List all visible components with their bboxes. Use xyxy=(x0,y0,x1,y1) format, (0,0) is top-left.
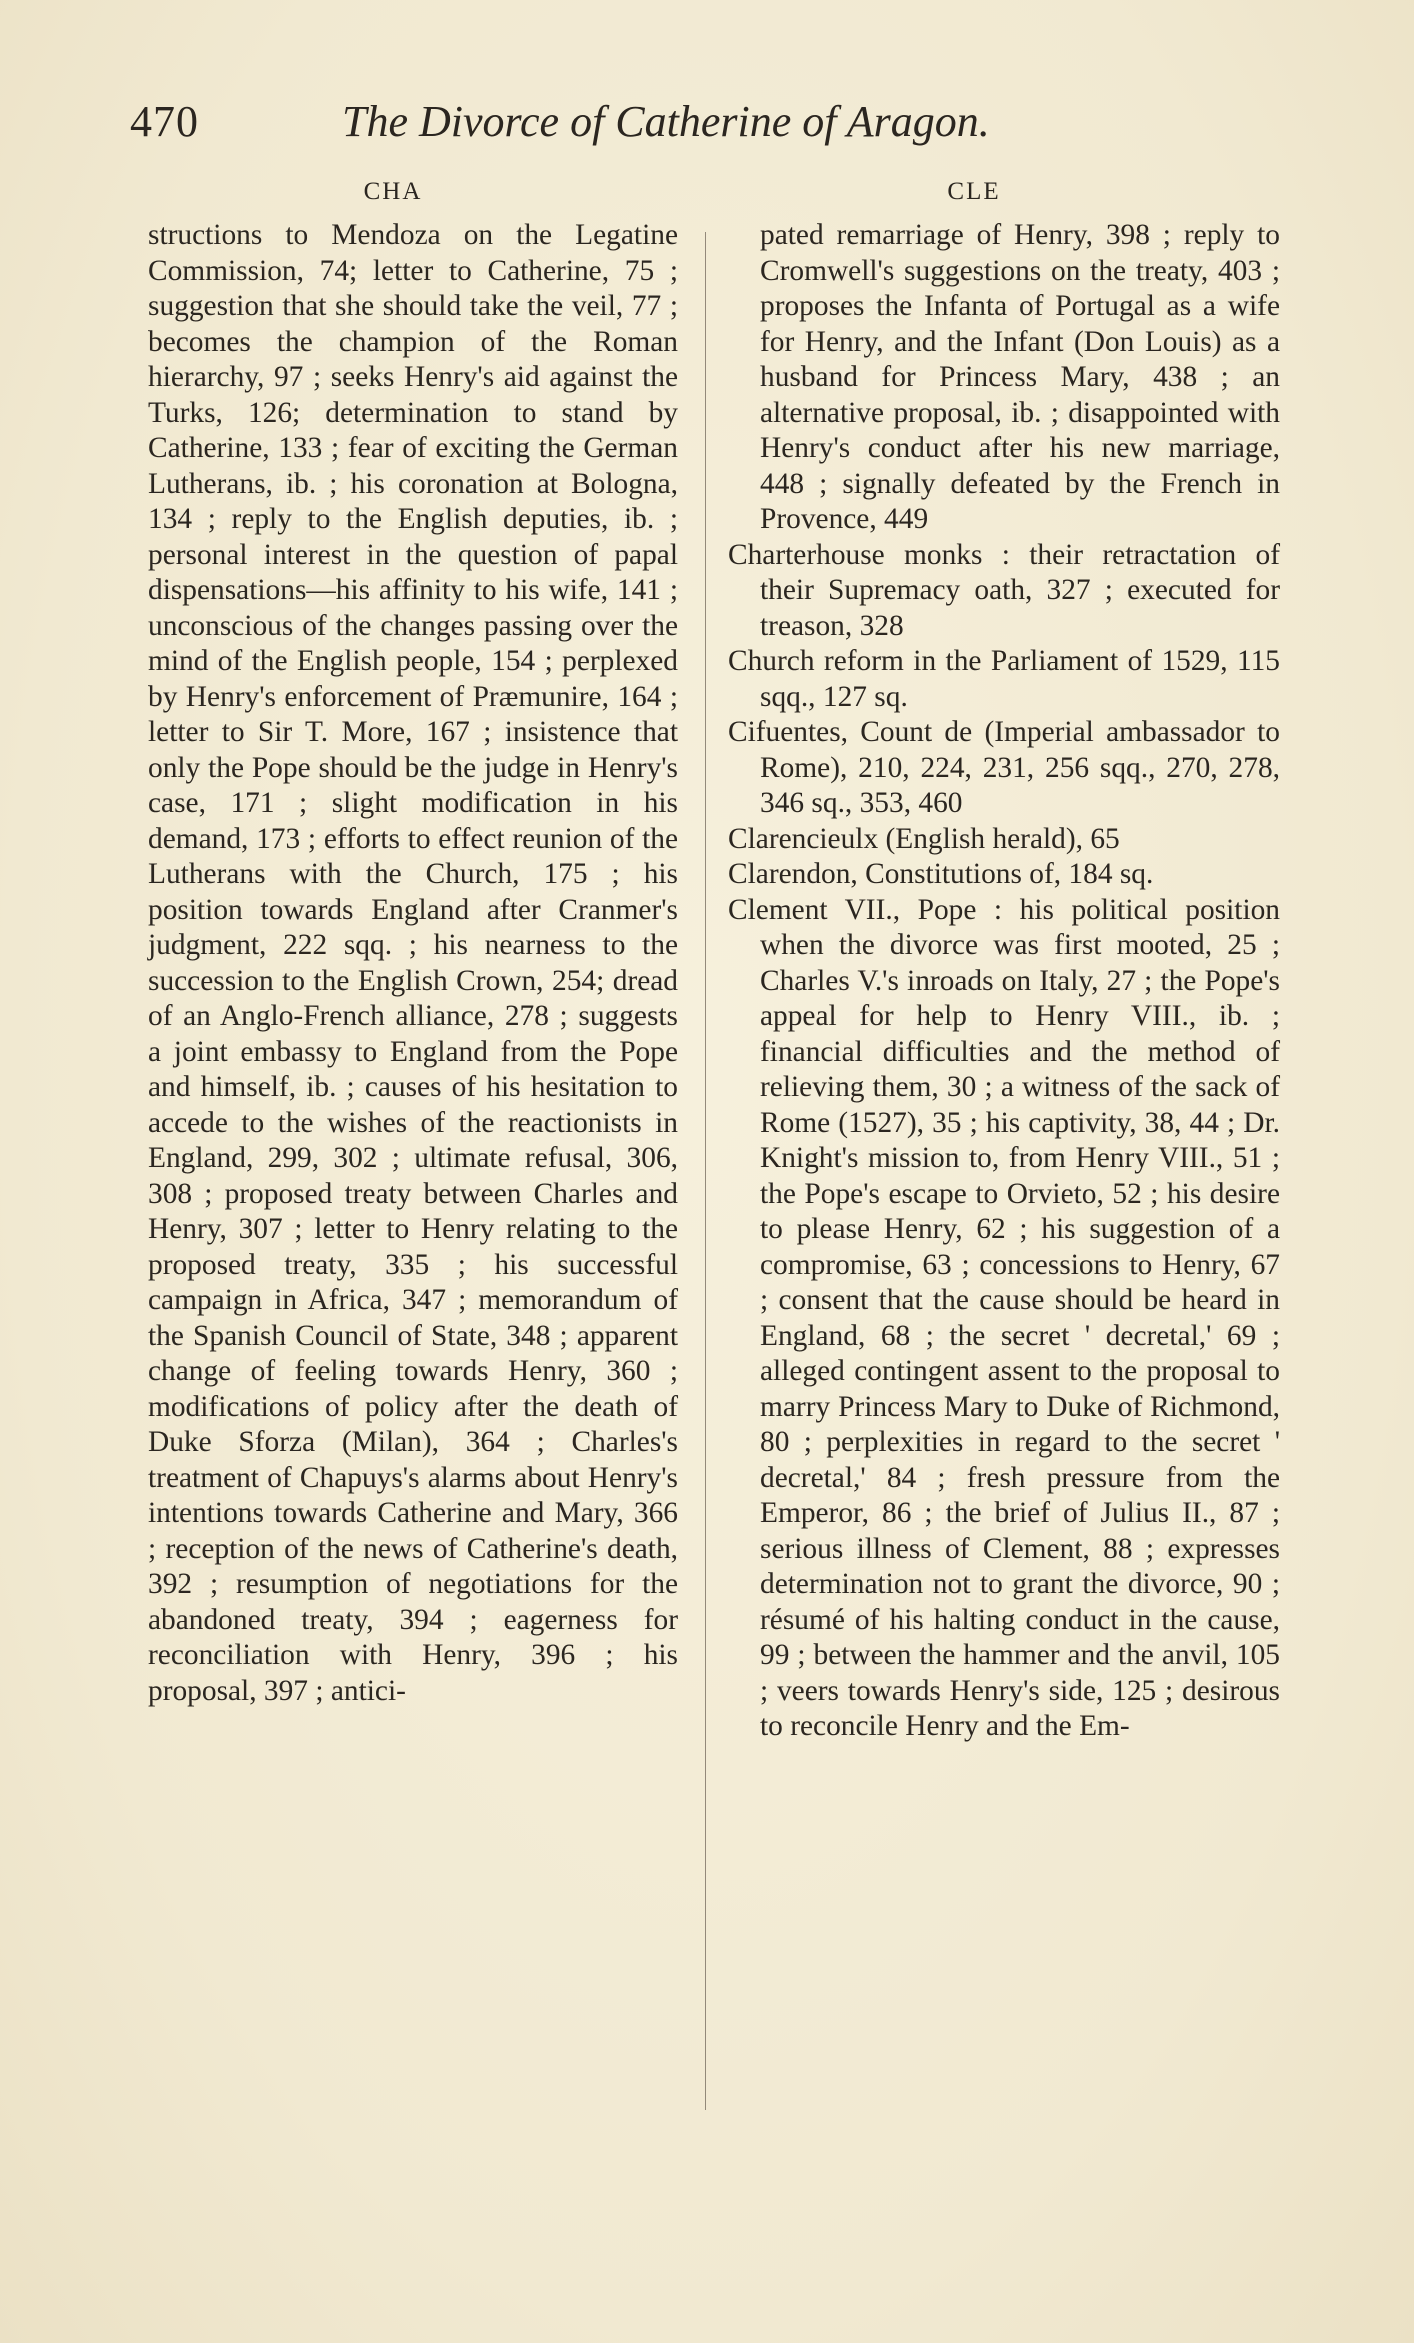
running-title: The Divorce of Catherine of Aragon. xyxy=(342,97,990,146)
index-entry-continuation: structions to Mendoza on the Legatine Commission, 74; letter to Catherine, 75 ; suggestion that she should take the veil, 77 ; becomes the champion of the Roman hierarchy, 97 ; seeks Henry's aid against the Turks, 126; determination to stand by Catherine, 133 ; fear of exciting the German Lutherans, ib. ; his coronation at Bologna, 134 ; reply to the English deputies, ib. ; personal interest in the question of papal dispensations—his affinity to his wife, 141 ; unconscious of the changes passing over the mind of the English people, 154 ; perplexed by Henry's enforcement of Præmunire, 164 ; letter to Sir T. More, 167 ; insistence that only the Pope should be the judge in Henry's case, 171 ; slight modification in his demand, 173 ; efforts to effect reunion of the Lutherans with the Church, 175 ; his position towards England after Cranmer's judgment, 222 sqq. ; his nearness to the succession to the English Crown, 254; dread of an Anglo-French alliance, 278 ; suggests a joint embassy to England from the Pope and himself, ib. ; causes of his hesitation to accede to the wishes of the reactionists in England, 299, 302 ; ultimate refusal, 306, 308 ; proposed treaty between Charles and Henry, 307 ; letter to Henry relating to the proposed treaty, 335 ; his successful campaign in Africa, 347 ; memorandum of the Spanish Council of State, 348 ; apparent change of feeling towards Henry, 360 ; modifications of policy after the death of Duke Sforza (Milan), 364 ; Charles's treatment of Chapuys's alarms about Henry's intentions towards Catherine and Mary, 366 ; reception of the news of Catherine's death, 392 ; resumption of negotiations for the abandoned treaty, 394 ; eagerness for reconciliation with Henry, 396 ; his proposal, 397 ; antici- xyxy=(148,219,678,1707)
page-number: 470 xyxy=(130,97,199,146)
page-header xyxy=(130,96,1290,166)
index-entry-charterhouse-monks: Charterhouse monks : their retractation of their Supremacy oath, 327 ; executed for treason, 328 xyxy=(728,538,1280,642)
column-divider xyxy=(705,232,706,2110)
right-column xyxy=(728,178,1280,1745)
index-entry-cifuentes: Cifuentes, Count de (Imperial ambassador to Rome), 210, 224, 231, 256 sqq., 270, 278, 346 sq., 353, 460 xyxy=(728,716,1280,819)
index-entry-clarencieulx: Clarencieulx (English herald), 65 xyxy=(728,822,1120,855)
index-entry-clement-vii: Clement VII., Pope : his political position when the divorce was first mooted, 25 ; Charles V.'s inroads on Italy, 27 ; the Pope's appeal for help to Henry VIII., ib. ; financial difficulties and the method of relieving them, 30 ; a witness of the sack of Rome (1527), 35 ; his captivity, 38, 44 ; Dr. Knight's mission to, from Henry VIII., 51 ; the Pope's escape to Orvieto, 52 ; his desire to please Henry, 62 ; his suggestion of a compromise, 63 ; concessions to Henry, 67 ; consent that the cause should be heard in England, 68 ; the secret ' decretal,' 69 ; alleged contingent assent to the proposal to marry Princess Mary to Duke of Richmond, 80 ; perplexities in regard to the secret ' decretal,' 84 ; fresh pressure from the Emperor, 86 ; the brief of Julius II., 87 ; serious illness of Clement, 88 ; expresses determination not to grant the divorce, 90 ; résumé of his halting conduct in the cause, 99 ; between the hammer and the anvil, 105 ; veers towards Henry's side, 125 ; desirous to reconcile Henry and the Em- xyxy=(728,893,1280,1742)
index-entry-continuation: pated remarriage of Henry, 398 ; reply to Cromwell's suggestions on the treaty, 403 ; proposes the Infanta of Portugal as a wife for Henry, and the Infant (Don Louis) as a husband for Princess Mary, 438 ; an alternative proposal, ib. ; disappointed with Henry's conduct after his new marriage, 448 ; signally defeated by the French in Provence, 449 xyxy=(760,219,1280,535)
left-column xyxy=(148,178,678,1709)
right-guide-word: CLE xyxy=(947,178,1001,205)
index-entry-clarendon: Clarendon, Constitutions of, 184 sq. xyxy=(728,858,1154,890)
left-guide-word: CHA xyxy=(363,178,423,205)
index-entry-church-reform: Church reform in the Parliament of 1529, 115 sqq., 127 sq. xyxy=(728,645,1280,713)
